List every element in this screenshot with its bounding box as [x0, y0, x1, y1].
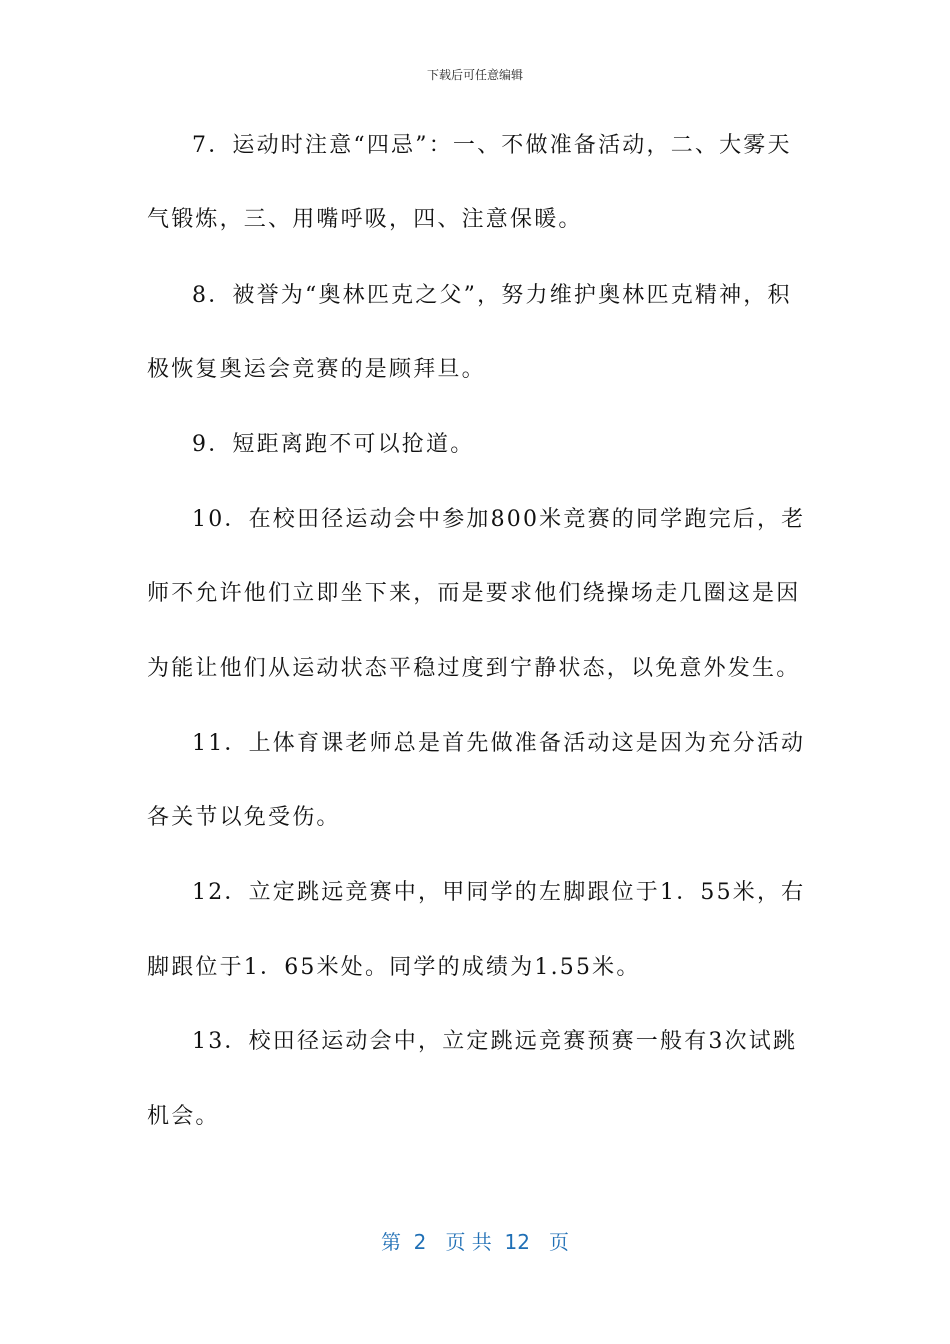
text-line-q8-2: 极恢复奥运会竞赛的是顾拜旦。 — [147, 357, 486, 382]
text-line-q13-2: 机会。 — [147, 1104, 220, 1129]
text-line-q7-2: 气锻炼，三、用嘴呼吸，四、注意保暖。 — [147, 207, 583, 232]
text-line-q10-1: 10．在校田径运动会中参加800米竞赛的同学跑完后，老 — [192, 507, 806, 532]
text-line-q13-1: 13．校田径运动会中，立定跳远竞赛预赛一般有3次试跳 — [192, 1029, 798, 1054]
text-line-q11-1: 11．上体育课老师总是首先做准备活动这是因为充分活动 — [192, 731, 806, 756]
text-line-q11-2: 各关节以免受伤。 — [147, 805, 341, 830]
page-header: 下载后可任意编辑 — [426, 68, 523, 82]
text-line-q10-3: 为能让他们从运动状态平稳过度到宁静状态，以免意外发生。 — [147, 656, 801, 681]
text-line-q12-2: 脚跟位于1．65米处。同学的成绩为1.55米。 — [147, 955, 641, 980]
text-line-q8-1: 8．被誉为“奥林匹克之父”，努力维护奥林匹克精神，积 — [192, 283, 792, 308]
text-line-q7-1: 7．运动时注意“四忌”：一、不做准备活动，二、大雾天 — [192, 133, 792, 158]
text-line-q9: 9．短距离跑不可以抢道。 — [192, 432, 475, 457]
page-footer-pagination: 第 2 页 共 12 页 — [380, 1230, 570, 1254]
text-line-q12-1: 12．立定跳远竞赛中，甲同学的左脚跟位于1．55米，右 — [192, 880, 806, 905]
text-line-q10-2: 师不允许他们立即坐下来，而是要求他们绕操场走几圈这是因 — [147, 581, 801, 606]
